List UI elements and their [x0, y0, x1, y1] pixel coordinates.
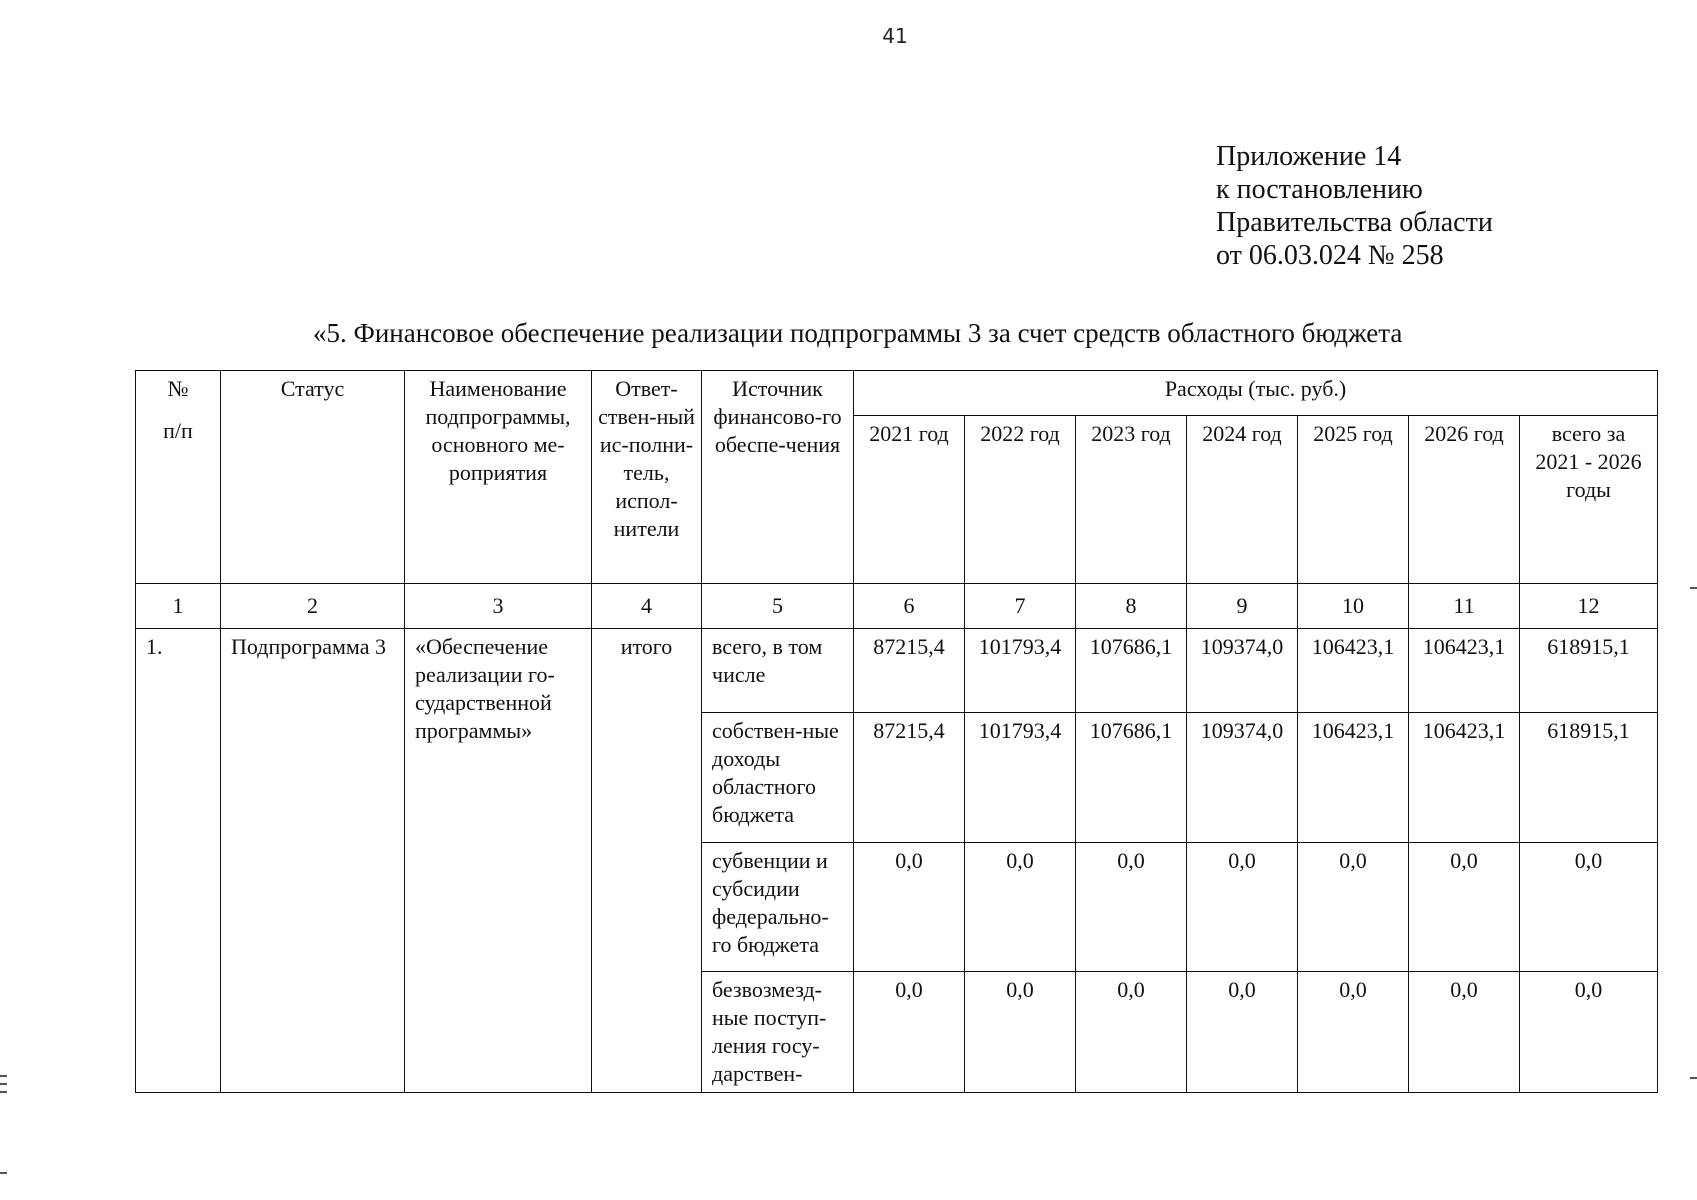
value-cell: 0,0 — [854, 972, 965, 1093]
row-number: 1. — [136, 629, 221, 1093]
scan-mark — [0, 1083, 7, 1085]
header-year: 2021 год — [854, 416, 965, 584]
value-cell: 0,0 — [1409, 972, 1520, 1093]
value-cell: 101793,4 — [965, 629, 1076, 713]
value-cell: 0,0 — [1187, 843, 1298, 972]
value-cell: 0,0 — [1298, 972, 1409, 1093]
appendix-line: Правительства области — [1216, 207, 1493, 238]
value-cell-total: 0,0 — [1520, 843, 1658, 972]
source-label: безвозмезд-ные поступ-ления госу-дарствен- — [702, 972, 854, 1093]
value-cell: 109374,0 — [1187, 629, 1298, 713]
header-year: 2024 год — [1187, 416, 1298, 584]
value-cell: 87215,4 — [854, 629, 965, 713]
value-cell: 106423,1 — [1409, 629, 1520, 713]
source-label: всего, в том числе — [702, 629, 854, 713]
column-number: 11 — [1409, 584, 1520, 629]
value-cell: 0,0 — [965, 972, 1076, 1093]
column-number: 8 — [1076, 584, 1187, 629]
appendix-line: к постановлению — [1216, 174, 1423, 205]
value-cell: 109374,0 — [1187, 713, 1298, 843]
value-cell: 0,0 — [854, 843, 965, 972]
column-number: 10 — [1298, 584, 1409, 629]
header-cell-name: Наименование подпрограммы, основного ме-роприятия — [405, 371, 592, 584]
value-cell: 87215,4 — [854, 713, 965, 843]
value-cell: 101793,4 — [965, 713, 1076, 843]
header-cell-source: Источник финансово-го обеспе-чения — [702, 371, 854, 584]
value-cell-total: 0,0 — [1520, 972, 1658, 1093]
value-cell: 107686,1 — [1076, 713, 1187, 843]
appendix-line: Приложение 14 — [1216, 141, 1402, 172]
row-status: Подпрограмма 3 — [221, 629, 405, 1093]
value-cell: 0,0 — [1076, 843, 1187, 972]
scan-mark — [1690, 587, 1697, 589]
value-cell: 0,0 — [1076, 972, 1187, 1093]
scan-mark — [0, 1172, 7, 1174]
row-executor: итого — [592, 629, 702, 1093]
header-year-total: всего за 2021 - 2026 годы — [1520, 416, 1658, 584]
header-num-label: п/п — [163, 418, 193, 443]
page-number: 41 — [882, 24, 908, 48]
column-number: 1 — [136, 584, 221, 629]
value-cell: 106423,1 — [1298, 629, 1409, 713]
header-year: 2025 год — [1298, 416, 1409, 584]
column-number: 7 — [965, 584, 1076, 629]
appendix-line: от 06.03.024 № 258 — [1216, 240, 1444, 271]
header-num-symbol: № — [167, 376, 189, 401]
header-cell-status: Статус — [221, 371, 405, 584]
value-cell: 106423,1 — [1409, 713, 1520, 843]
source-label: собствен-ные доходы областного бюджета — [702, 713, 854, 843]
column-number-row — [136, 584, 1658, 629]
column-number: 2 — [221, 584, 405, 629]
appendix-block — [1216, 140, 1493, 272]
column-number: 9 — [1187, 584, 1298, 629]
value-cell: 0,0 — [1409, 843, 1520, 972]
value-cell-total: 618915,1 — [1520, 713, 1658, 843]
document-title: «5. Финансовое обеспечение реализации подпрограммы 3 за счет средств областного бюджета — [313, 318, 1403, 348]
header-row — [136, 371, 1658, 416]
value-cell: 106423,1 — [1298, 713, 1409, 843]
scan-mark — [0, 1091, 7, 1093]
column-number: 5 — [702, 584, 854, 629]
header-cell-num — [136, 371, 221, 584]
header-cell-expenses: Расходы (тыс. руб.) — [854, 371, 1658, 416]
column-number: 3 — [405, 584, 592, 629]
scan-mark — [1690, 1077, 1697, 1079]
value-cell: 0,0 — [1187, 972, 1298, 1093]
header-cell-executor: Ответ-ствен-ный ис-полни-тель, испол-нители — [592, 371, 702, 584]
value-cell-total: 618915,1 — [1520, 629, 1658, 713]
column-number: 6 — [854, 584, 965, 629]
column-number: 4 — [592, 584, 702, 629]
value-cell: 0,0 — [1298, 843, 1409, 972]
header-year: 2026 год — [1409, 416, 1520, 584]
value-cell: 0,0 — [965, 843, 1076, 972]
scan-mark — [0, 1075, 7, 1077]
row-name: «Обеспечение реализации го-сударственной программы» — [405, 629, 592, 1093]
column-number: 12 — [1520, 584, 1658, 629]
header-year: 2023 год — [1076, 416, 1187, 584]
table-row — [136, 629, 1658, 713]
header-year: 2022 год — [965, 416, 1076, 584]
source-label: субвенции и субсидии федерально-го бюджета — [702, 843, 854, 972]
value-cell: 107686,1 — [1076, 629, 1187, 713]
financing-table — [135, 370, 1658, 1093]
